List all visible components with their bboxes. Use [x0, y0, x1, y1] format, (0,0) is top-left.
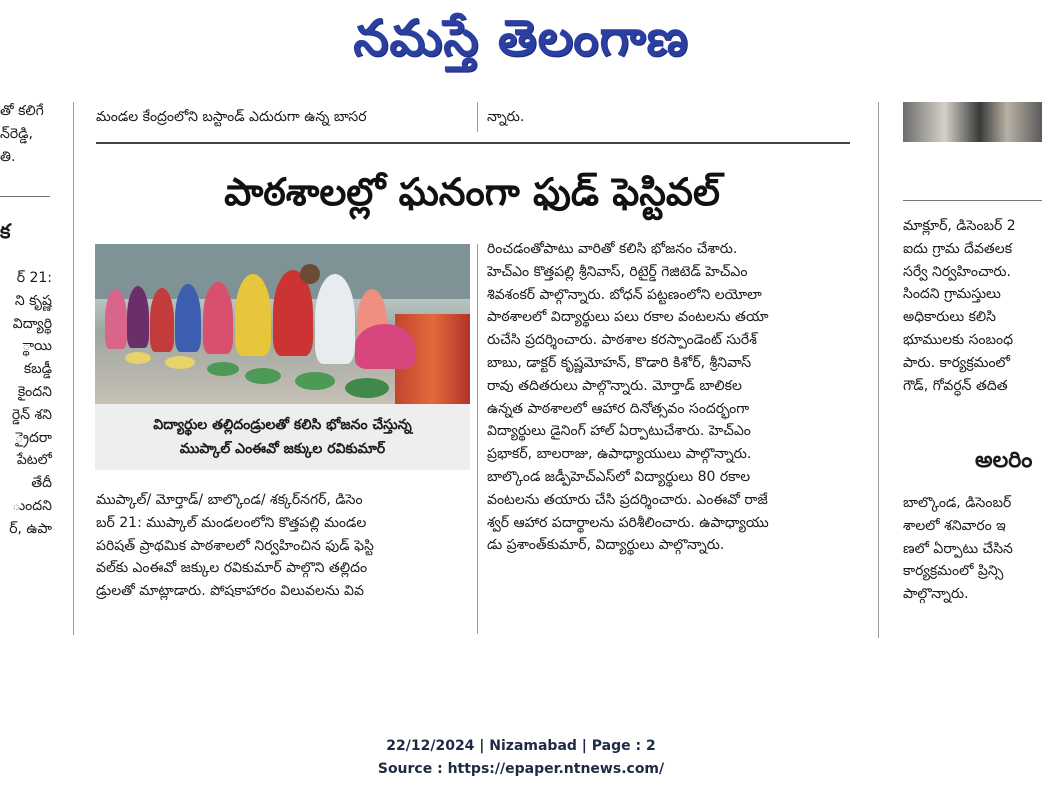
- text-line: బాబు, డాక్టర్ కృష్ణమోహన్, కొడారి కిశోర్, శ్రీనివాస్: [487, 354, 752, 371]
- footer-date-edition: 22/12/2024 | Nizamabad | Page : 2: [386, 738, 656, 754]
- text-line: వంటలను తయారు చేసి ప్రదర్శించారు. ఎంఈవో రాజే: [487, 491, 768, 508]
- text-line: కైందని: [17, 383, 52, 400]
- text-line: బర్ 21: ముప్కాల్ మండలంలోని కొత్తపల్లి మండల: [96, 514, 367, 531]
- right-column-rule: [903, 200, 1042, 201]
- article-column-divider: [477, 244, 478, 634]
- right-article-photo: [903, 102, 1042, 142]
- text-line: రించడంతోపాటు వారితో కలిసి భోజనం చేశారు.: [487, 241, 738, 257]
- article-headline: పాఠశాలల్లో ఘనంగా ఫుడ్ ఫెస్టివల్: [224, 170, 720, 214]
- text-line: పాల్గొన్నారు.: [903, 586, 969, 603]
- left-column-rule: [0, 196, 50, 197]
- masthead-title: నమస్తే తెలంగాణ: [353, 9, 689, 67]
- text-line: బాల్కొండ, డిసెంబర్: [903, 495, 1012, 511]
- photo-plate: [125, 352, 151, 364]
- text-line: భూములకు సంబంధ: [903, 331, 1014, 348]
- text-line: పాఠశాలలో విద్యార్థులు పలు రకాల వంటలను తయా: [487, 309, 769, 326]
- text-line: డు ప్రశాంత్‌కుమార్, విద్యార్థులు పాల్గొన్నారు.: [487, 537, 725, 554]
- text-line: కబడ్డీ: [23, 361, 52, 378]
- text-line: మాక్లూర్, డిసెంబర్ 2: [903, 218, 1016, 234]
- headline-rule: [96, 142, 850, 144]
- article-column-2: [487, 238, 852, 634]
- text-line: ణలో ఏర్పాటు చేసిన: [903, 540, 1013, 557]
- text-line: న్నారు.: [487, 109, 525, 125]
- article-photo: [95, 244, 470, 404]
- text-line: ుందని: [12, 497, 52, 514]
- text-line: శాలలో శనివారం ఇ: [903, 517, 1006, 534]
- text-line: బాల్కొండ జడ్పీహెచ్ఎస్‌లో విద్యార్థులు 80 రకాల: [487, 468, 751, 485]
- text-line: శ్వర్ ఆహార పదార్థాలను పరిశీలించారు. ఉపాధ్యాయు: [487, 514, 769, 531]
- photo-person: [150, 288, 174, 352]
- photo-person: [127, 286, 149, 348]
- text-line: వల్‌కు ఎంఈవో జక్కుల రవికుమార్ పాల్గొని తల్లిదం: [96, 560, 368, 577]
- text-line: తేదీ: [31, 475, 52, 492]
- text-line: ఉన్నత పాఠశాలలో ఆహార దినోత్సవం సందర్భంగా: [487, 400, 750, 417]
- text-line: ఐదు గ్రామ దేవతలక: [903, 240, 1013, 257]
- text-line: శివశంకర్ పాల్గొన్నారు. బోధన్ పట్టణంలోని లయోలా: [487, 286, 762, 303]
- caption-line: విద్యార్థుల తల్లిదండ్రులతో కలిసి భోజనం చేస్తున్న: [153, 417, 412, 433]
- text-line: పరిషత్ ప్రాథమిక పాఠశాలలో నిర్వహించిన ఫుడ్ ఫెస్టి: [96, 537, 374, 554]
- text-line: ర్, ఉపా: [9, 520, 52, 537]
- text-line: కార్యక్రమంలో ప్రిన్సి: [903, 563, 1004, 580]
- column-divider-left: [73, 102, 74, 635]
- left-column-body: [0, 267, 52, 612]
- text-line: ని కృష్ణ: [14, 292, 52, 309]
- photo-person: [235, 274, 271, 356]
- text-line: విద్యార్థులు డైనింగ్ హాల్ ఏర్పాటుచేశారు. హెచ్ఎం: [487, 423, 751, 440]
- text-line: ర్ 21:: [16, 270, 52, 286]
- column-divider-right: [878, 102, 879, 638]
- left-column-top: [0, 100, 52, 190]
- text-line: న్‌రెడ్డి,: [0, 125, 33, 142]
- photo-person: [355, 324, 415, 369]
- text-line: పేటలో: [16, 452, 52, 469]
- text-line: ర్డెన్ శని: [11, 406, 52, 423]
- text-line: అధికారులు కలిసి: [903, 309, 996, 326]
- text-line: ్రైదరా: [15, 429, 52, 446]
- text-line: ప్రభాకర్, బాలరాజు, ఉపాధ్యాయులు పాల్గొన్నారు.: [487, 446, 752, 463]
- text-line: రుచేసి ప్రదర్శించారు. పాఠశాల కరస్పాండెంట్ సురేశ్: [487, 332, 757, 349]
- text-line: హెచ్ఎం కొత్తపల్లి శ్రీనివాస్, రిటైర్డ్ గెజిటెడ్ హెచ్ఎం: [487, 263, 748, 280]
- photo-person: [175, 284, 201, 352]
- text-line: మండల కేంద్రంలోని బస్టాండ్ ఎదురుగా ఉన్న బాసర: [96, 109, 367, 125]
- photo-person: [315, 274, 355, 364]
- photo-plate: [345, 378, 389, 398]
- top-column-divider: [477, 102, 478, 132]
- text-line: ముప్కాల్/ మోర్తాడ్/ బాల్కొండ/ శక్కర్‌నగర్, డిసెం: [96, 492, 363, 508]
- article-column-1: [96, 489, 471, 629]
- photo-person: [105, 289, 127, 349]
- right-column-subhead: అలరిం: [975, 448, 1033, 473]
- caption-line: ముప్కాల్ ఎంఈవో జక్కుల రవికుమార్: [179, 441, 386, 457]
- photo-person: [300, 264, 320, 284]
- text-line: డ్రులతో మాట్లాడారు. పోషకాహారం విలువలను వివ: [96, 583, 364, 600]
- text-line: ్థాయి: [22, 338, 52, 355]
- text-line: సిందని గ్రామస్తులు: [903, 286, 1001, 303]
- text-line: పారు. కార్యక్రమంలో: [903, 354, 1010, 371]
- left-section-label: క: [0, 219, 11, 243]
- photo-plate: [245, 368, 281, 384]
- photo-plate: [207, 362, 239, 376]
- text-line: తో కలిగే: [0, 103, 44, 119]
- text-line: విద్యార్థి: [12, 315, 52, 332]
- right-column-bottom: [903, 492, 1042, 632]
- footer-source-link[interactable]: Source : https://epaper.ntnews.com/: [377, 761, 665, 777]
- photo-plate: [165, 356, 195, 369]
- text-line: గౌడ్, గోవర్ధన్ తదిత: [903, 377, 1008, 394]
- text-line: తి.: [0, 148, 16, 165]
- right-column-top: [903, 215, 1042, 430]
- photo-plate: [295, 372, 335, 390]
- previous-article-line-left: [96, 106, 471, 130]
- text-line: సర్వే నిర్వహించారు.: [903, 263, 1011, 280]
- text-line: రావు తదితరులు పాల్గొన్నారు. మోర్తాడ్ బాలికల: [487, 377, 742, 394]
- photo-person: [203, 282, 233, 354]
- previous-article-line-right: [487, 106, 847, 130]
- photo-caption: [95, 404, 470, 470]
